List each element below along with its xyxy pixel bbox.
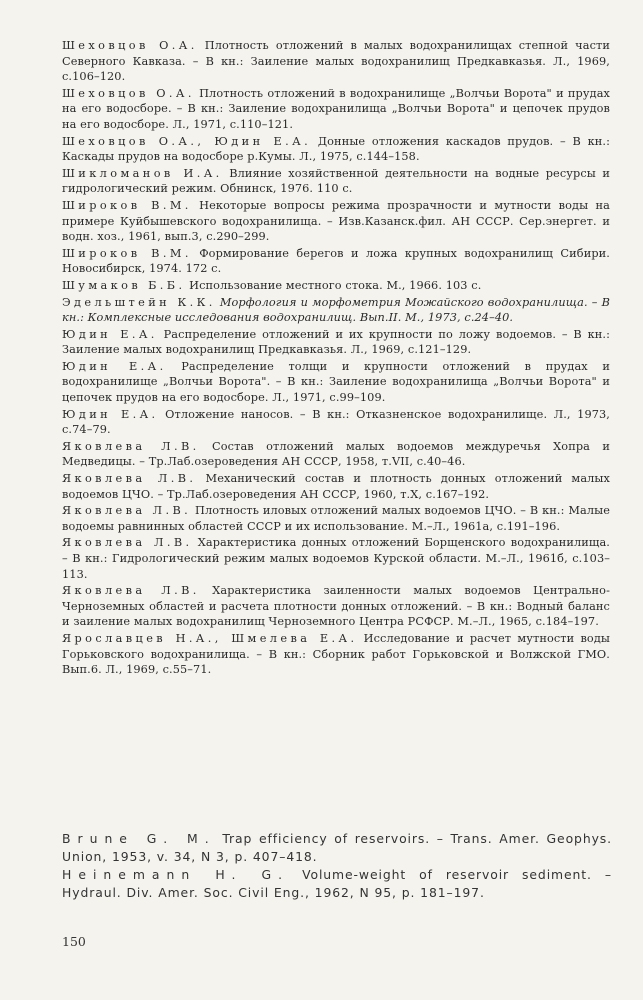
bibliography-list	[62, 38, 610, 679]
reference-author: Юдин Е.А.	[62, 327, 158, 341]
reference-author: Шумаков Б.Б.	[62, 278, 186, 292]
reference-author: Яковлева Л.В.	[62, 584, 200, 598]
reference-entry	[62, 198, 610, 245]
reference-text: Механический состав и плотность донных отложений малых водоемов ЦЧО. – Тр.Лаб.озероведения АН СССР, 1960, т.X, с.167–192.	[62, 472, 610, 501]
reference-entry	[62, 407, 610, 438]
reference-author: Яковлева Л.В.	[62, 472, 197, 486]
reference-entry	[62, 327, 610, 358]
reference-text: Влияние хозяйственной деятельности на водные ресурсы и гидрологический режим. Обнинск, 1976. 110 с.	[62, 166, 610, 196]
reference-author: Яковлева Л.В.	[62, 504, 192, 518]
reference-text: Некоторые вопросы режима прозрачности и мутности воды на примере Куйбышевского водохранилища. – Изв.Казанск.фил. АН СССР. Сер.энергет. и водн. хоз., 1961, вып.3, с.290–299.	[62, 198, 610, 244]
reference-text: Характеристика заиленности малых водоемов Центрально-Черноземных областей и расчета плотности донных отложений. – В кн.: Водный баланс и заиление малых водохранилищ Черноземного Центра РСФСР. М.–Л., 1965, с.184–197.	[62, 584, 610, 629]
reference-text: Донные отложения каскадов прудов. – В кн.: Каскады прудов на водосборе р.Кумы. Л., 1975, с.144–158.	[62, 134, 610, 164]
latin-reference-entry	[62, 830, 612, 865]
reference-text: Отложение наносов. – В кн.: Отказненское водохранилище. Л., 1973, с.74–79.	[62, 407, 610, 437]
reference-author: Широков В.М.	[62, 246, 192, 260]
reference-entry	[62, 134, 610, 165]
reference-text: Состав отложений малых водоемов междуречья Хопра и Медведицы. – Тр.Лаб.озероведения АН СССР, 1958, т.VII, с.40–46.	[62, 439, 610, 469]
reference-entry	[62, 278, 610, 294]
reference-author: Шикломанов И.А.	[62, 166, 223, 180]
reference-text: Распределение отложений и их крупности по ложу водоемов. – В кн.: Заиление малых водохранилищ Предкавказья. Л., 1969, с.121–129.	[62, 327, 610, 357]
reference-author: Heinemann H. G.	[62, 867, 290, 882]
reference-text: Плотность отложений в водохранилище „Волчьи Ворота" и прудах на его водосборе. – В кн.: Заиление водохранилища „Волчьи Ворота" и цепочек прудов на его водосборе. Л., 1971, с.110–121.	[62, 86, 610, 131]
reference-entry	[62, 631, 610, 678]
reference-entry	[62, 583, 610, 630]
reference-entry	[62, 246, 610, 277]
reference-text: Морфология и морфометрия Можайского водохранилища. – В кн.: Комплексные исследования водохранилищ. Вып.II. М., 1973, с.24–40.	[62, 295, 610, 325]
reference-entry	[62, 295, 610, 326]
reference-author: Юдин Е.А.	[62, 359, 167, 373]
reference-author: Brune G. M.	[62, 831, 216, 846]
reference-author: Юдин Е.А.	[62, 407, 159, 421]
reference-entry	[62, 535, 610, 582]
reference-author: Яковлева Л.В.	[62, 536, 193, 550]
reference-author: Шеховцов О.А.	[62, 39, 198, 52]
reference-author: Шеховцов О.А., Юдин Е.А.	[62, 134, 312, 148]
reference-text: Плотность иловых отложений малых водоемов ЦЧО. – В кн.: Малые водоемы равнинных областей СССР и их использование. М.–Л., 1961а, с.191–196.	[62, 504, 610, 533]
latin-reference-entry	[62, 866, 612, 901]
reference-author: Широков В.М.	[62, 198, 192, 212]
reference-text: Исследование и расчет мутности воды Горьковского водохранилища. – В кн.: Сборник работ Горьковской и Волжской ГМО. Вып.6. Л., 1969, с.55–71.	[62, 631, 610, 677]
reference-text: Характеристика донных отложений Борщенского водохранилища. – В кн.: Гидрологический режим малых водоемов Курской области. М.–Л., 1961б, с.103–113.	[62, 536, 610, 581]
reference-text: Формирование берегов и ложа крупных водохранилищ Сибири. Новосибирск, 1974. 172 с.	[62, 246, 610, 276]
reference-entry	[62, 439, 610, 470]
reference-entry	[62, 359, 610, 406]
reference-text: Volume-weight of reservoir sediment. – Hydraul. Div. Amer. Soc. Civil Eng., 1962, N 95, p. 181–197.	[62, 867, 612, 900]
reference-text: Использование местного стока. М., 1966. 103 с.	[189, 278, 482, 292]
reference-entry	[62, 166, 610, 197]
reference-entry	[62, 471, 610, 502]
reference-text: Плотность отложений в малых водохранилищах степной части Северного Кавказа. – В кн.: Заиление малых водохранилищ Предкавказья. Л., 1969, с.106–120.	[62, 39, 610, 84]
reference-author: Шеховцов О.А.	[62, 86, 195, 100]
reference-author: Яковлева Л.В.	[62, 439, 200, 453]
reference-text: Распределение толщи и крупности отложений в прудах и водохранилище „Волчьи Ворота". – В кн.: Заиление водохранилища „Волчьи Ворота" и цепочек прудов на его водосборе. Л., 1971, с.99–109.	[62, 359, 610, 405]
reference-entry	[62, 503, 610, 534]
reference-entry	[62, 86, 610, 133]
latin-bibliography-list	[62, 830, 612, 902]
reference-entry	[62, 38, 610, 85]
reference-author: Эдельштейн К.К.	[62, 295, 216, 309]
page-number: 150	[62, 934, 86, 949]
reference-author: Ярославцев Н.А., Шмелева Е.А.	[62, 631, 358, 645]
reference-text: Trap efficiency of reservoirs. – Trans. Amer. Geophys. Union, 1953, v. 34, N 3, p. 407–418.	[62, 831, 612, 864]
